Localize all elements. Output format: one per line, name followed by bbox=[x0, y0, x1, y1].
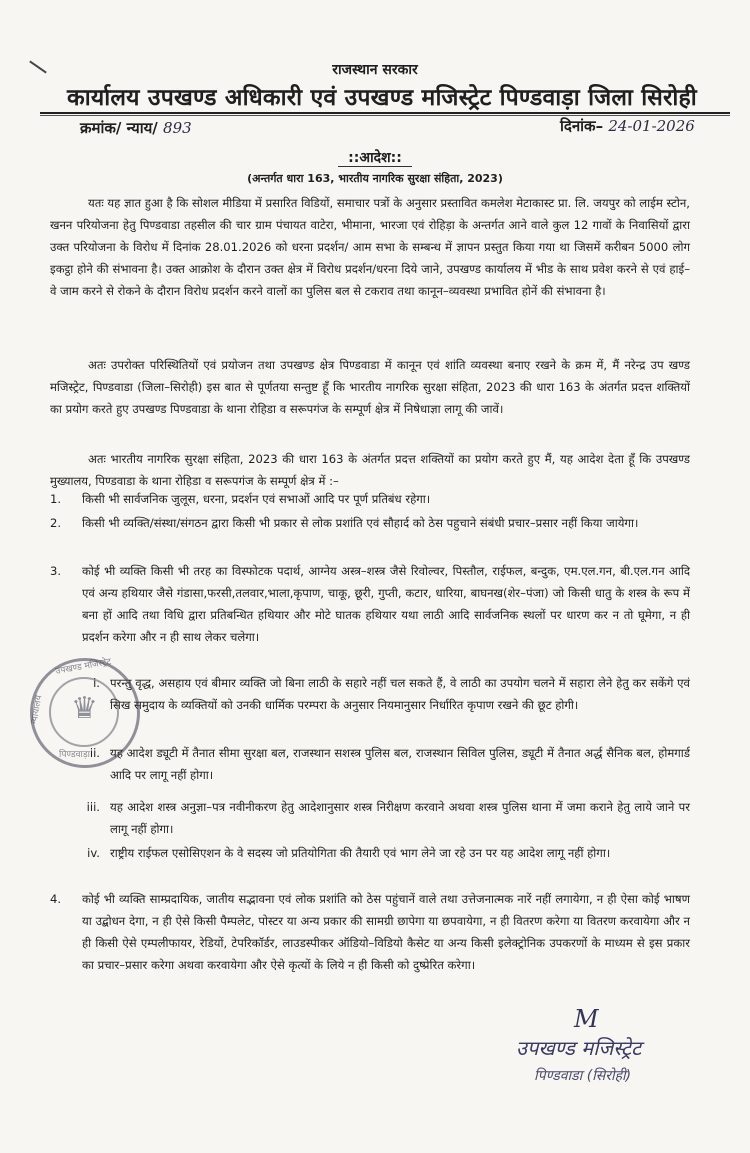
official-seal bbox=[30, 658, 140, 768]
reference-number bbox=[80, 118, 192, 138]
reference-value: 893 bbox=[163, 119, 192, 137]
paragraph-3-text: अतः भारतीय नागरिक सुरक्षा संहिता, 2023 की धारा 163 के अंतर्गत प्रदत्त शक्तियों का प्रयोग करते हुए मैं, यह आदेश देता हूँ कि उपखण्ड मुख्यालय, पिण्डवाडा के थाना रोहिडा व सरूपगंज के सम्पूर्ण क्षेत्र में :– bbox=[50, 452, 690, 488]
item-text: किसी भी सार्वजनिक जुलूस, धरना, प्रदर्शन एवं सभाओं आदि पर पूर्ण प्रतिबंध रहेगा। bbox=[82, 492, 431, 506]
seal-top-text: उपखण्ड मजिस्ट्रेट bbox=[54, 657, 113, 677]
sub-item-number: iii. bbox=[86, 800, 100, 814]
signature-mark: M bbox=[574, 1005, 599, 1033]
order-date bbox=[560, 116, 695, 136]
order-subtitle: (अन्तर्गत धारा 163, भारतीय नागरिक सुरक्षा संहिता, 2023) bbox=[247, 172, 503, 185]
item-number: 2. bbox=[50, 516, 62, 530]
sub-item-text: राष्ट्रीय राईफल एसोसिएशन के वे सदस्य जो प्रतियोगिता की तैयारी एवं भाग लेने जा रहे उन पर यह आदेश लागू नहीं होगा। bbox=[110, 846, 611, 860]
government-heading: राजस्थान सरकार bbox=[332, 62, 418, 78]
office-heading: कार्यालय उपखण्ड अधिकारी एवं उपखण्ड मजिस्ट्रेट पिण्डवाड़ा जिला सिरोही bbox=[67, 85, 697, 111]
paragraph-2 bbox=[50, 354, 690, 420]
sub-item-text: यह आदेश ड्यूटी में तैनात सीमा सुरक्षा बल, राजस्थान सशस्त्र पुलिस बल, राजस्थान सिविल पुलिस, ड्यूटी में तैनात अर्द्ध सैनिक बल, होमगार्ड आदि पर लागू नहीं होगा। bbox=[110, 746, 690, 782]
date-label: दिनांक– bbox=[560, 117, 604, 135]
office-underline bbox=[40, 112, 730, 114]
sub-item-number: ii. bbox=[89, 746, 100, 760]
item-number: 4. bbox=[50, 892, 62, 906]
paragraph-3 bbox=[50, 448, 690, 492]
paragraph-1-text: यतः यह ज्ञात हुआ है कि सोशल मीडिया में प्रसारित विडियों, समाचार पत्रों के अनुसार प्रस्तावित कमलेश मेटाकास्ट प्रा. लि. जयपुर को लाईम स्टोन, खनन परियोजना हेतु पिण्डवाडा तहसील की चार ग्राम पंचायत वाटेरा, भीमाना, भारजा एवं रोहिड़ा के अन्तर्गत आने वाले कुल 12 गावों के निवासियों द्वारा उक्त परियोजना के विरोध में दिनांक 28.01.2026 को धरना प्रदर्शन/ आम सभा के सम्बन्ध में ज्ञापन प्रस्तुत किया गया था जिसमें करीबन 5000 लोग इकट्ठा होने की संभावना है। उक्त आक्रोश के दौरान उक्त क्षेत्र में विरोध प्रदर्शन/धरना दिये जाने, उपखण्ड कार्यालय में भीड के साथ प्रवेश करने से एवं हाई–वे जाम करने से रोकने के दौरान विरोध प्रदर्शन करने वालों का पुलिस बल से टकराव तथा कानून–व्यवस्था प्रभावित होनें की संभावना है। bbox=[50, 196, 690, 298]
item-text: कोई भी व्यक्ति साम्प्रदायिक, जातीय सद्भावना एवं लोक प्रशांति को ठेस पहुंचानें वाले तथा उत्तेजनात्मक नारें नहीं लगायेगा, न ही ऐसा कोई भाषण या उद्बोधन देगा, न ही ऐसे किसी पैम्पलेट, पोस्टर या अन्य प्रकार की सामग्री छापेगा या छपवायेगा, न ही वितरण करेगा या वितरण करवायेगा और न ही किसी ऐसे एम्पलीफायर, रेडियों, टेपरिकॉर्डर, लाउडस्पीकर ऑडियो–विडियो कैसेट या अन्य किसी इलेक्ट्रोनिक उपकरणों के माध्यम से इस प्रकार का प्रचार–प्रसार करेगा अथवा करवायेगा और ऐसे कृत्यों के लिये न ही किसी को दुष्प्रेरित करेगा। bbox=[82, 892, 690, 972]
reference-label: क्रमांक/ न्याय/ bbox=[80, 119, 158, 137]
item-number: 3. bbox=[50, 564, 62, 578]
signature-title: उपखण्ड मजिस्ट्रेट bbox=[516, 1036, 642, 1060]
seal-side-text: न्यायालय bbox=[29, 694, 45, 725]
order-title-underline bbox=[338, 166, 412, 167]
sub-item-number: i. bbox=[93, 676, 100, 690]
sub-item-text: परन्तु वृद्ध, असहाय एवं बीमार व्यक्ति जो बिना लाठी के सहारे नहीं चल सकते हैं, वे लाठी का उपयोग चलने में सहारा लेने हेतु कर सकेंगे एवं सिख समुदाय के व्यक्तियों को उनकी धार्मिक परम्परा के अनुसार नियमानुसार निर्धारित कृपाण रखने की छूट होगी। bbox=[110, 676, 690, 712]
paragraph-1 bbox=[50, 192, 690, 302]
item-text: किसी भी व्यक्ति/संस्था/संगठन द्वारा किसी भी प्रकार से लोक प्रशांति एवं सौहार्द को ठेस पहुचाने संबंधी प्रचार–प्रसार नहीं किया जायेगा। bbox=[82, 516, 639, 530]
paragraph-2-text: अतः उपरोक्त परिस्थितियों एवं प्रयोजन तथा उपखण्ड क्षेत्र पिण्डवाडा में कानून एवं शांति व्यवस्था बनाए रखने के क्रम में, मैं नरेन्द्र उप खण्ड मजिस्ट्रेट, पिण्डवाडा (जिला–सिरोही) इस बात से पूर्णतया सन्तुष्ट हूँ कि भारतीय नागरिक सुरक्षा संहिता, 2023 की धारा 163 के अंतर्गत प्रदत्त शक्तियों का प्रयोग करते हुए उपखण्ड पिण्डवाडा के थाना रोहिडा व सरूपगंज के सम्पूर्ण क्षेत्र में निषेधाज्ञा लागू की जावें। bbox=[50, 358, 690, 416]
seal-bottom-text: पिण्डवाड़ा bbox=[59, 750, 91, 760]
sub-item-number: iv. bbox=[87, 846, 100, 860]
order-title: ::आदेश:: bbox=[348, 150, 402, 166]
signature-place: पिण्डवाडा (सिरोही) bbox=[534, 1068, 632, 1084]
item-number: 1. bbox=[50, 492, 62, 506]
sub-item-text: यह आदेश शस्त्र अनुज्ञा–पत्र नवीनीकरण हेतु आदेशानुसार शस्त्र निरीक्षण करवाने अथवा शस्त्र पुलिस थाना में जमा कराने हेतु लाये जाने पर लागू नहीं होगा। bbox=[110, 800, 690, 836]
emblem-icon: ♛ bbox=[71, 691, 98, 726]
item-text: कोई भी व्यक्ति किसी भी तरह का विस्फोटक पदार्थ, आग्नेय अस्त्र–शस्त्र जैसे रिवोल्वर, पिस्तौल, राईफल, बन्दुक, एम.एल.गन, बी.एल.गन आदि एवं अन्य हथियार जैसे गंडासा,फरसी,तलवार,भाला,कृपाण, चाकू, छूरी, गुप्ती, कटार, धारिया, बाघनख(शेर–पंजा) जो किसी धातु के शस्त्र के रूप में बना हों आदि तथा विधि द्वारा प्रतिबन्धित हथियार और मोटे घातक हथियार यथा लाठी आदि सार्वजनिक स्थलों पर धारण कर न तो घूमेगा, न ही प्रदर्शन करेगा और न ही साथ लेकर चलेगा। bbox=[82, 564, 690, 644]
date-value: 24-01-2026 bbox=[608, 117, 695, 135]
